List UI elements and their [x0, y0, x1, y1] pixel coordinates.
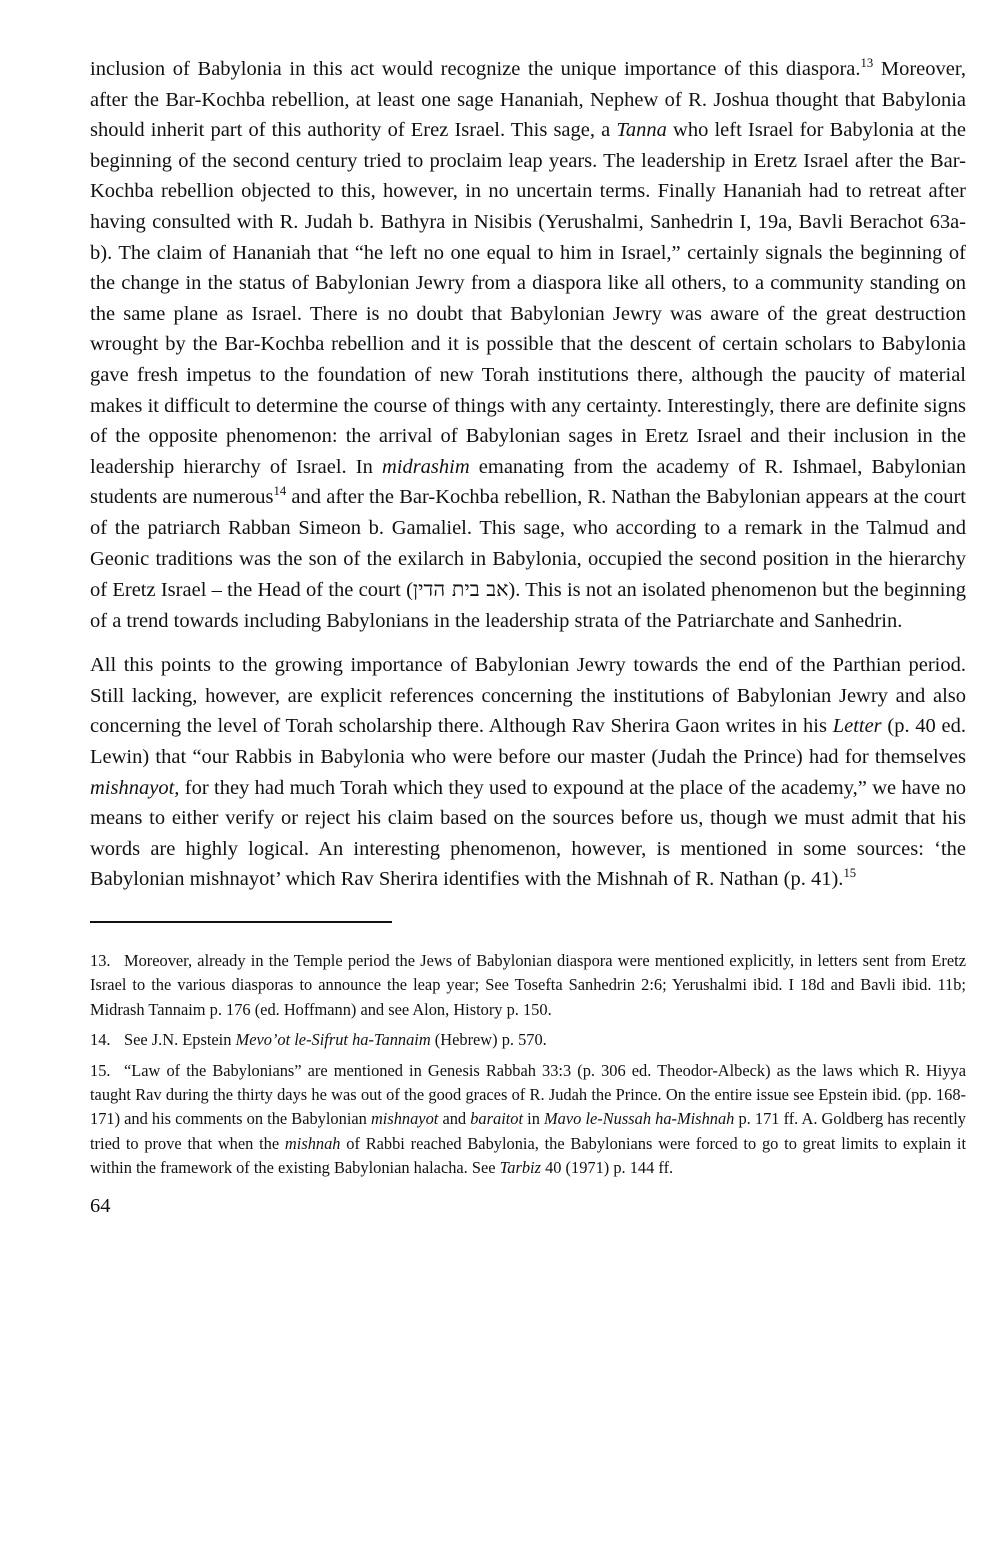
- italic-title: Mevo’ot le-Sifrut ha-Tannaim: [235, 1030, 431, 1050]
- italic-title: Mavo le-Nussah ha-Mishnah: [544, 1109, 735, 1129]
- italic-term: Letter: [832, 715, 882, 738]
- text-run: emanating from the academy of R. Ishmael, Babylonian students are numerous: [90, 455, 966, 509]
- footnote-divider: [90, 921, 392, 923]
- italic-term: baraitot: [470, 1109, 524, 1129]
- footnote-number: 14.: [90, 1030, 111, 1050]
- italic-term: mishnah: [284, 1133, 341, 1153]
- text-run: inclusion of Babylonia in this act would recognize the unique importance of this diaspora.: [90, 58, 861, 80]
- text-run: All this points to the growing importance of Babylonian Jewry towards the end of the Parthian period. Still lacking, however, are explicit references concerning the institutions of Babylonian Jewry and also concerning the level of Torah scholarship there. Although Rav Sherira Gaon writes in his: [90, 654, 966, 738]
- italic-title: Tarbiz: [499, 1158, 541, 1178]
- footnote-ref-13[interactable]: 13: [860, 56, 874, 71]
- text-run: (Hebrew) p. 570.: [430, 1030, 547, 1050]
- footnote-number: 15.: [90, 1060, 111, 1080]
- text-run: and after the Bar-Kochba rebellion, R. Nathan the Babylonian appears at the court of the patriarch Rabban Simeon b. Gamaliel. This sage, who according to a remark in the Talmud and Geonic traditions was the son of the exilarch in Babylonia, occupied the second position in the hierarchy of Eretz Israel – the Head of the court (: [90, 486, 966, 602]
- text-run: 40 (1971) p. 144 ff.: [540, 1158, 674, 1178]
- text-run: Moreover, after the Bar-Kochba rebellion, at least one sage Hananiah, Nephew of R. Joshua thought that Babylonia should inherit part of this authority of Erez Israel. This sage, a: [90, 58, 966, 142]
- footnote-15: [90, 1059, 966, 1181]
- footnote-ref-14[interactable]: 14: [273, 484, 287, 499]
- text-run: ). This is not an isolated phenomenon but the beginning of a trend towards including Babylonians in the leadership strata of the Patriarchate and Sanhedrin.: [90, 579, 966, 632]
- body-paragraph-2: [90, 650, 966, 895]
- footnote-ref-15[interactable]: 15: [843, 866, 857, 881]
- text-run: and: [438, 1109, 471, 1129]
- footnote-14: [90, 1028, 966, 1052]
- page-content: [90, 54, 966, 1218]
- text-run: “Law of the Babylonians” are mentioned in Genesis Rabbah 33:3 (p. 306 ed. Theodor-Albeck) as the laws which R. Hiyya taught Rav during the thirty days he was out of the good graces of R. Judah the Prince. On the entire issue see Epstein ibid. (pp. 168-171) and his comments on the Babylonian: [90, 1060, 966, 1129]
- body-paragraph-1: [90, 54, 966, 636]
- text-run: See J.N. Epstein: [124, 1030, 236, 1050]
- text-run: (p. 40 ed. Lewin) that “our Rabbis in Babylonia who were before our master (Judah the Prince) had for themselves: [90, 715, 967, 769]
- text-run: p. 171 ff. A. Goldberg has recently tried to prove that when the: [90, 1109, 966, 1153]
- footnote-number: 13.: [90, 951, 111, 971]
- italic-term: mishnayot,: [90, 776, 180, 799]
- hebrew-term: אב בית הדין: [412, 577, 509, 602]
- page-number: 64: [90, 1194, 111, 1217]
- text-run: in: [523, 1109, 545, 1129]
- text-run: Moreover, already in the Temple period the Jews of Babylonian diaspora were mentioned explicitly, in letters sent from Eretz Israel to the various diasporas to announce the leap year; See Tosefta Sanhedrin 2:6; Yerushalmi ibid. I 18d and Bavli ibid. 11b; Midrash Tannaim p. 176 (ed. Hoffmann) and see Alon, History p. 150.: [90, 951, 966, 1019]
- italic-term: mishnayot: [370, 1109, 439, 1129]
- italic-term: midrashim: [381, 455, 470, 478]
- italic-term: Tanna: [616, 119, 667, 142]
- footnote-13: [90, 949, 966, 1022]
- text-run: for they had much Torah which they used to expound at the place of the academy,” we have no means to either verify or reject his claim based on the sources before us, though we must admit that his words are highly logical. An interesting phenomenon, however, is mentioned in some sources: ‘the Babylonian mishnayot’ which Rav Sherira identifies with the Mishnah of R. Nathan (p. 41).: [90, 776, 966, 891]
- text-run: who left Israel for Babylonia at the beginning of the second century tried to proclaim leap years. The leadership in Eretz Israel after the Bar-Kochba rebellion objected to this, however, in no uncertain terms. Finally Hananiah had to retreat after having consulted with R. Judah b. Bathyra in Nisibis (Yerushalmi, Sanhedrin I, 19a, Bavli Berachot 63a-b). The claim of Hananiah that “he left no one equal to him in Israel,” certainly signals the beginning of the change in the status of Babylonian Jewry from a diaspora like all others, to a community standing on the same plane as Israel. There is no doubt that Babylonian Jewry was aware of the great destruction wrought by the Bar-Kochba rebellion and it is possible that the descent of certain scholars to Babylonia gave fresh impetus to the foundation of new Torah institutions there, although the paucity of material makes it difficult to determine the course of things with any certainty. Interestingly, there are definite signs of the opposite phenomenon: the arrival of Babylonian sages in Eretz Israel and their inclusion in the leadership hierarchy of Israel. In: [90, 119, 966, 478]
- text-run: of Rabbi reached Babylonia, the Babylonians were forced to go to great limits to explain it within the framework of the existing Babylonian halacha. See: [90, 1133, 967, 1178]
